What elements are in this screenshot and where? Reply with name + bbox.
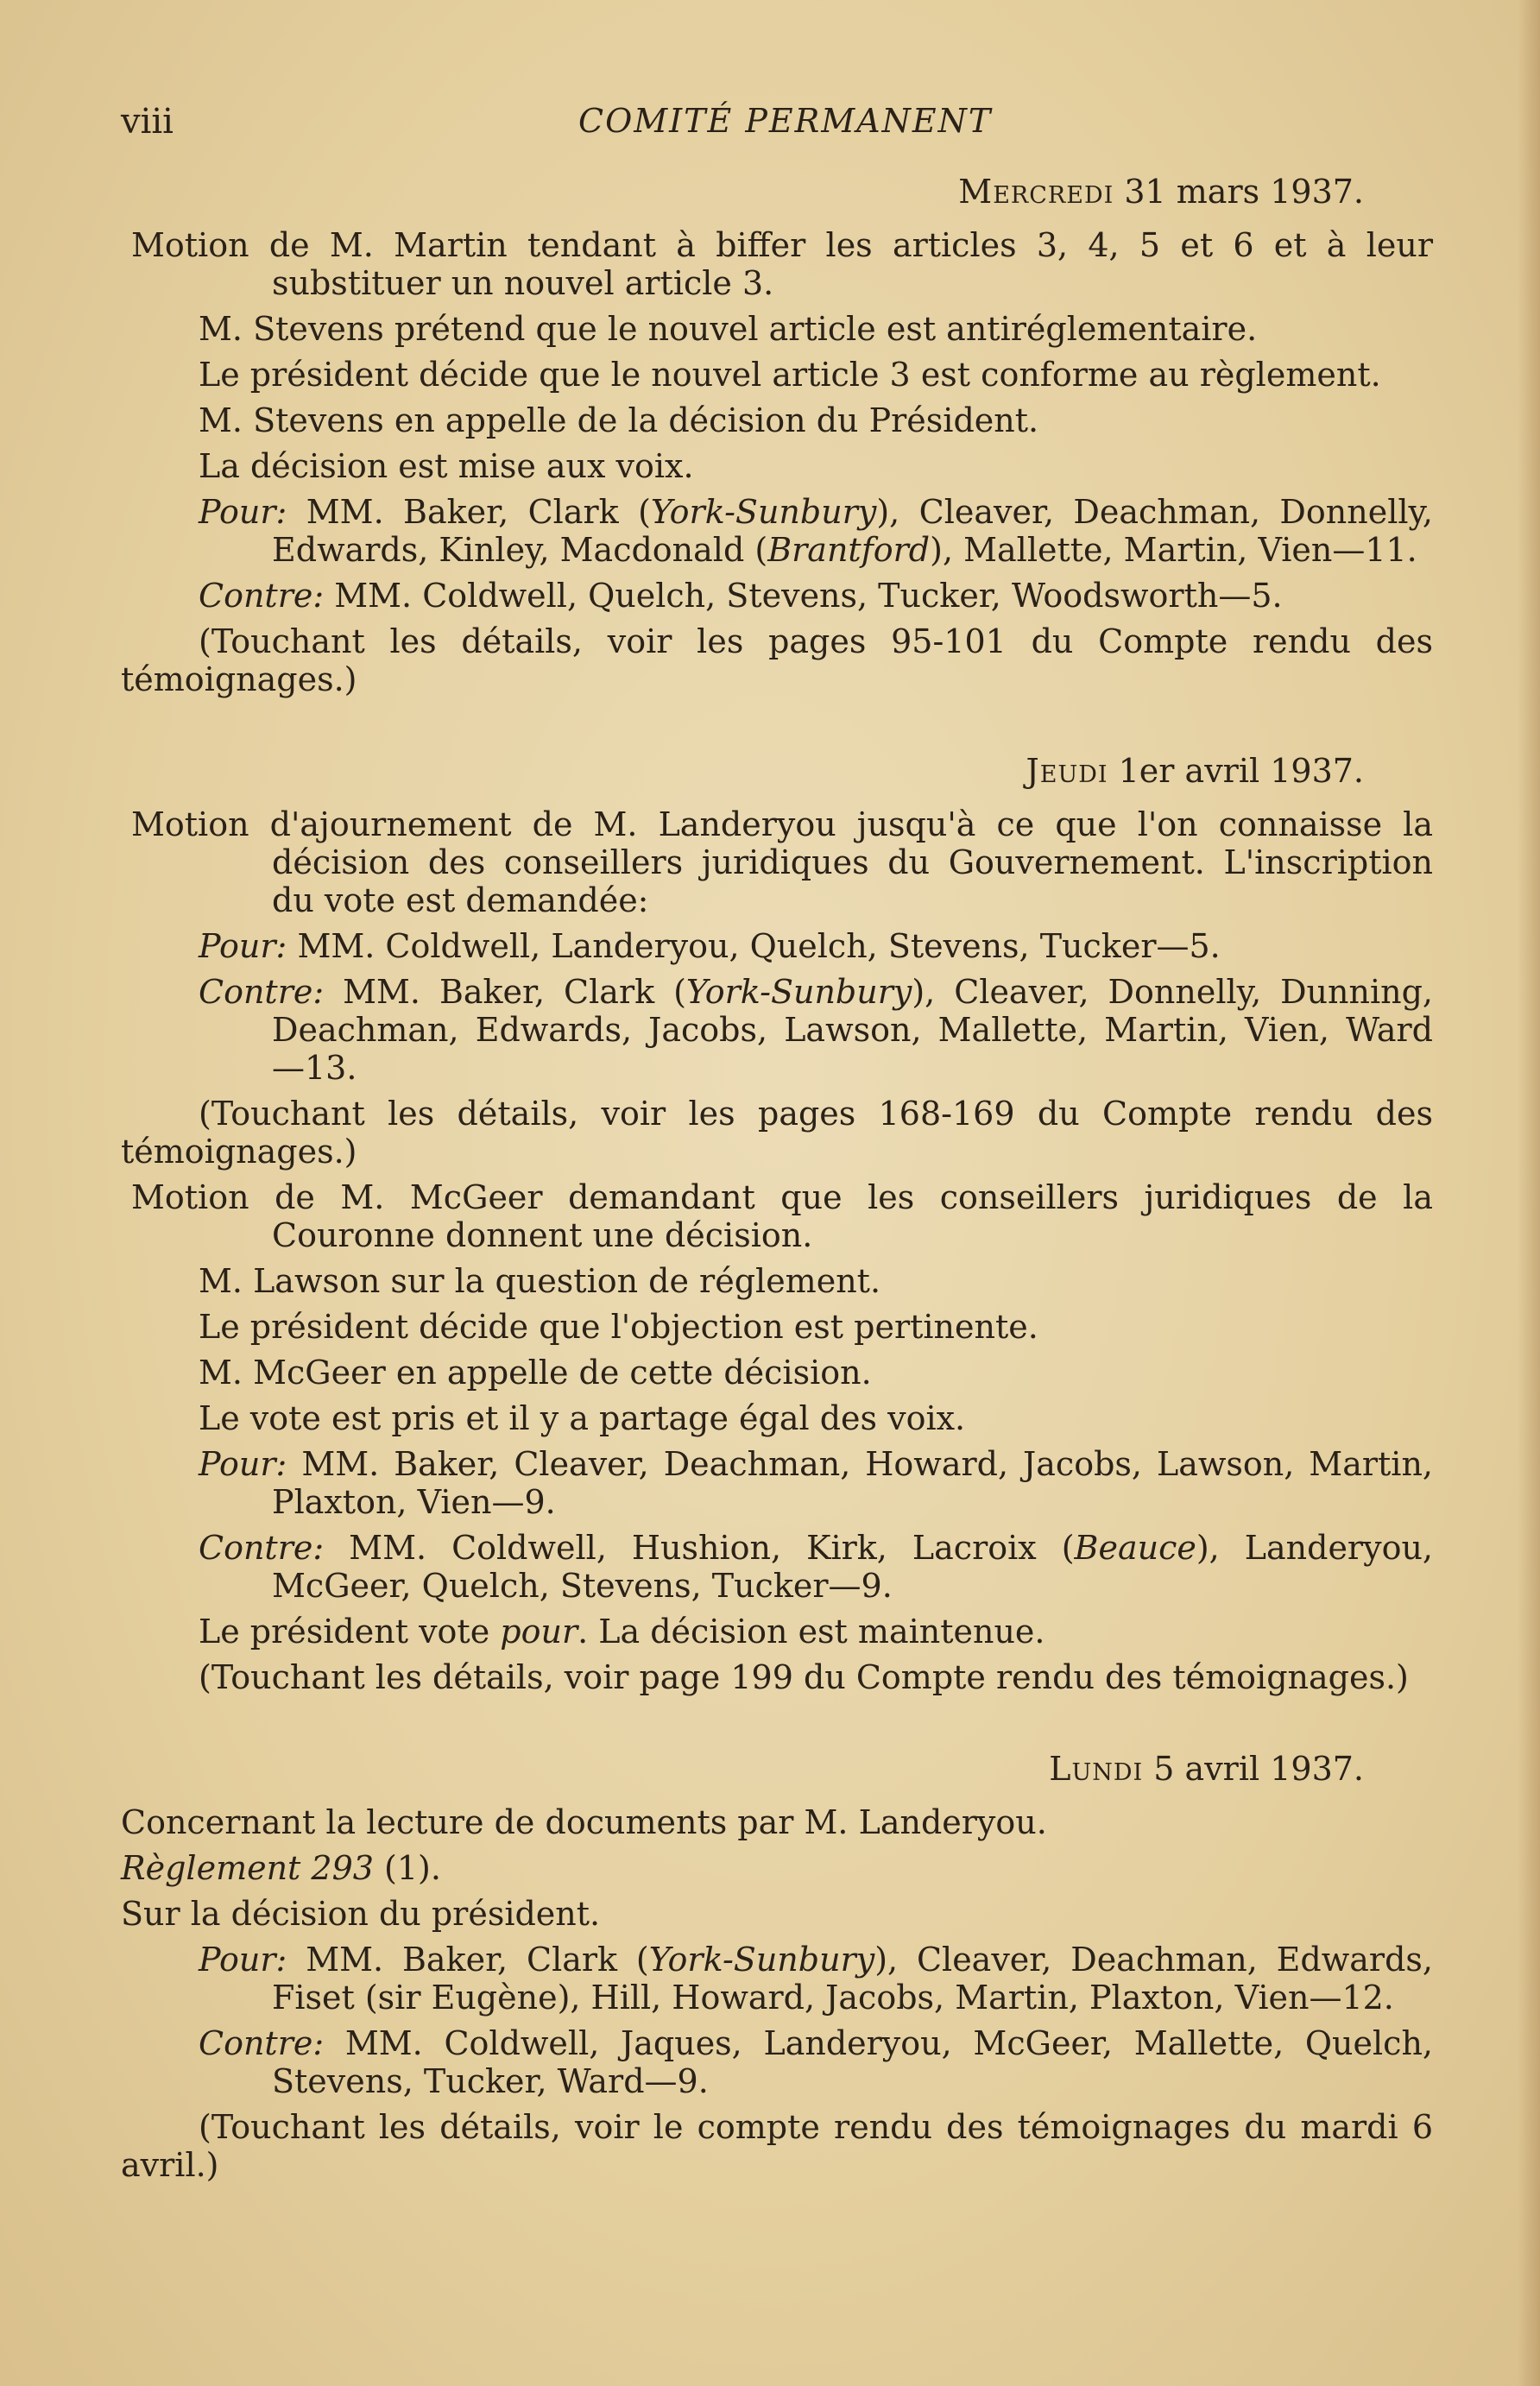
- reference-note: (Touchant les détails, voir les pages 168-169 du Compte rendu des témoignages.): [121, 1095, 1433, 1171]
- statement-line: M. Stevens en appelle de la décision du Président.: [199, 401, 1039, 439]
- date-heading: Mercredi 31 mars 1937.: [958, 173, 1364, 211]
- vote-contre: Contre: MM. Coldwell, Hushion, Kirk, Lacroix (Beauce), Landeryou, McGeer, Quelch, Stevens, Tucker—9.: [199, 1529, 1433, 1605]
- motion-paragraph: Motion de M. McGeer demandant que les conseillers juridiques de la Couronne donnent une décision.: [131, 1178, 1433, 1254]
- date-heading: Jeudi 1er avril 1937.: [1026, 752, 1364, 790]
- vote-pour: Pour: MM. Baker, Clark (York-Sunbury), Cleaver, Deachman, Donnelly, Edwards, Kinley, Macdonald (Brantford), Mallette, Martin, Vien—11.: [199, 493, 1433, 569]
- statement-line: Concernant la lecture de documents par M. Landeryou.: [121, 1803, 1047, 1841]
- vote-pour: Pour: MM. Coldwell, Landeryou, Quelch, Stevens, Tucker—5.: [199, 927, 1221, 965]
- vote-pour: Pour: MM. Baker, Clark (York-Sunbury), Cleaver, Deachman, Edwards, Fiset (sir Eugène), Hill, Howard, Jacobs, Martin, Plaxton, Vien—12.: [199, 1941, 1434, 2017]
- statement-line: Sur la décision du président.: [121, 1895, 601, 1933]
- page-number: viii: [121, 102, 174, 142]
- statement-line: Le président décide que l'objection est pertinente.: [199, 1308, 1038, 1346]
- statement-line: La décision est mise aux voix.: [199, 447, 694, 485]
- reference-note: (Touchant les détails, voir les pages 95-101 du Compte rendu des témoignages.): [121, 622, 1433, 698]
- statement-line: Le vote est pris et il y a partage égal des voix.: [199, 1399, 966, 1437]
- date-heading: Lundi 5 avril 1937.: [1049, 1750, 1364, 1788]
- vote-contre: Contre: MM. Baker, Clark (York-Sunbury), Cleaver, Donnelly, Dunning, Deachman, Edwards, Jacobs, Lawson, Mallette, Martin, Vien, Ward —13.: [199, 973, 1434, 1087]
- motion-paragraph: Motion de M. Martin tendant à biffer les articles 3, 4, 5 et 6 et à leur substituer un nouvel article 3.: [131, 226, 1433, 302]
- president-vote-line: Le président vote pour. La décision est maintenue.: [199, 1613, 1045, 1651]
- vote-contre: Contre: MM. Coldwell, Jaques, Landeryou, McGeer, Mallette, Quelch, Stevens, Tucker, Ward—9.: [199, 2024, 1433, 2100]
- page-body: [121, 173, 1433, 2192]
- vote-pour: Pour: MM. Baker, Cleaver, Deachman, Howard, Jacobs, Lawson, Martin, Plaxton, Vien—9.: [199, 1445, 1433, 1521]
- reference-note: (Touchant les détails, voir le compte rendu des témoignages du mardi 6 avril.): [121, 2108, 1433, 2184]
- page-header: [121, 102, 1433, 145]
- motion-paragraph: Motion d'ajournement de M. Landeryou jusqu'à ce que l'on connaisse la décision des conseillers juridiques du Gouvernement. L'inscription du vote est demandée:: [131, 805, 1433, 919]
- reference-note: (Touchant les détails, voir page 199 du Compte rendu des témoignages.): [199, 1658, 1409, 1696]
- statement-line: M. Stevens prétend que le nouvel article est antiréglementaire.: [199, 310, 1258, 348]
- statement-line: M. McGeer en appelle de cette décision.: [199, 1354, 872, 1392]
- statement-line: Le président décide que le nouvel article 3 est conforme au règlement.: [199, 356, 1381, 394]
- page-edge-shadow: [1518, 0, 1540, 2386]
- running-title: COMITÉ PERMANENT: [578, 102, 993, 140]
- vote-contre: Contre: MM. Coldwell, Quelch, Stevens, Tucker, Woodsworth—5.: [199, 577, 1283, 615]
- statement-line: M. Lawson sur la question de réglement.: [199, 1262, 881, 1300]
- reglement-line: Règlement 293 (1).: [121, 1849, 441, 1887]
